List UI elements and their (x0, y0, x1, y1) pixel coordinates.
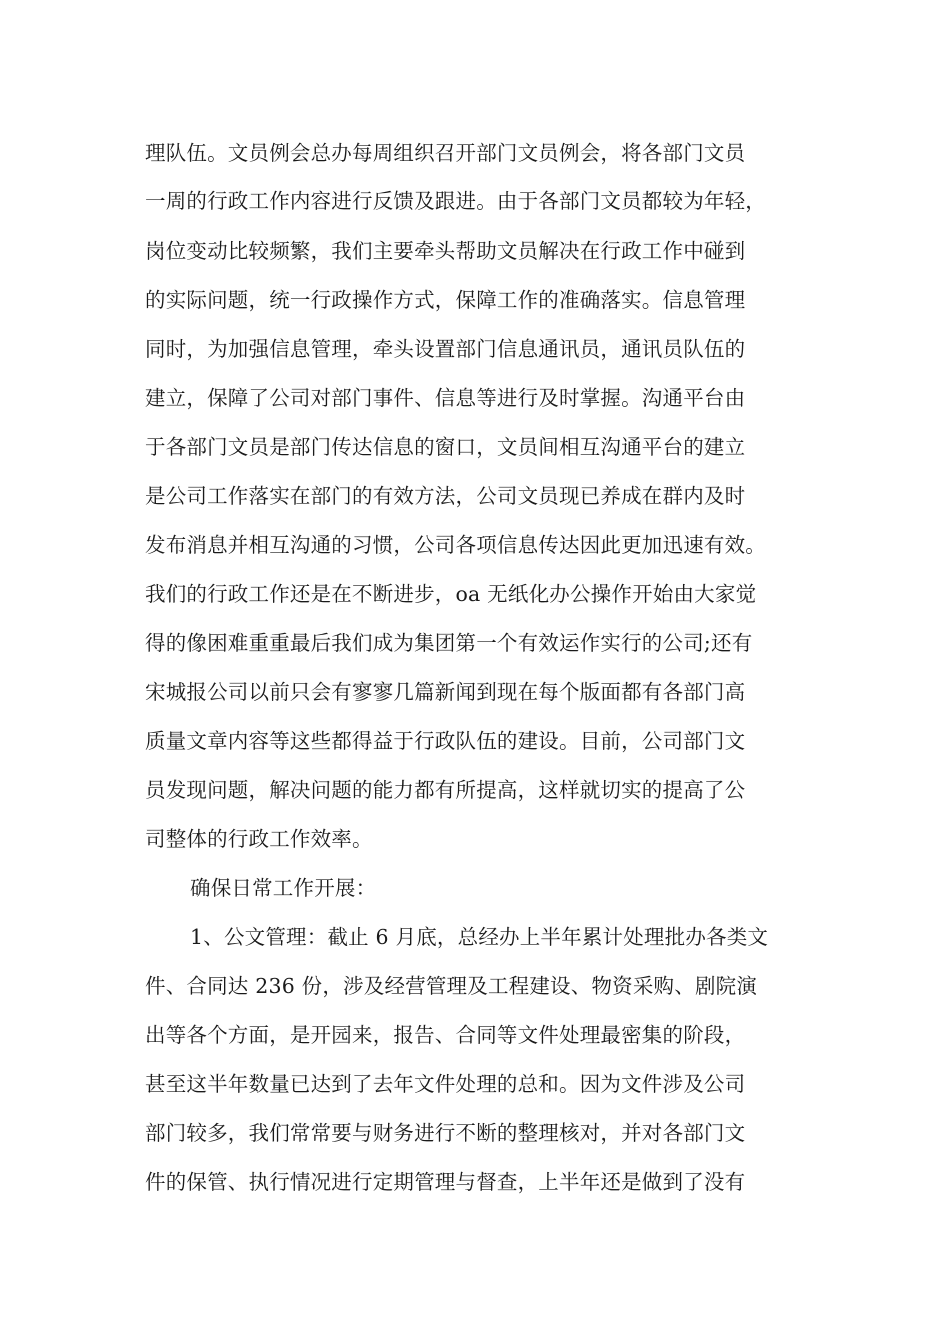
body-text-line: 的实际问题，统一行政操作方式，保障工作的准确落实。信息管理 (145, 288, 746, 312)
body-text-line: 甚至这半年数量已达到了去年文件处理的总和。因为文件涉及公司 (145, 1072, 746, 1096)
body-text-line: 1、公文管理：截止 6 月底，总经办上半年累计处理批办各类文 (190, 925, 769, 949)
body-text-line: 出等各个方面，是开园来，报告、合同等文件处理最密集的阶段， (145, 1023, 746, 1047)
body-text-line: 部门较多，我们常常要与财务进行不断的整理核对，并对各部门文 (145, 1121, 746, 1145)
body-text-line: 是公司工作落实在部门的有效方法，公司文员现已养成在群内及时 (145, 484, 746, 508)
body-text-line: 建立，保障了公司对部门事件、信息等进行及时掌握。沟通平台由 (145, 386, 746, 410)
body-text-line: 我们的行政工作还是在不断进步，oa 无纸化办公操作开始由大家觉 (145, 582, 757, 606)
body-text-line: 同时，为加强信息管理，牵头设置部门信息通讯员，通讯员队伍的 (145, 337, 746, 361)
body-text-line: 件的保管、执行情况进行定期管理与督查，上半年还是做到了没有 (145, 1170, 746, 1194)
body-text-line: 理队伍。文员例会总办每周组织召开部门文员例会，将各部门文员 (145, 141, 746, 165)
body-text-line: 质量文章内容等这些都得益于行政队伍的建设。目前，公司部门文 (145, 729, 746, 753)
body-text-line: 件、合同达 236 份，涉及经营管理及工程建设、物资采购、剧院演 (145, 974, 758, 998)
body-text-line: 员发现问题，解决问题的能力都有所提高，这样就切实的提高了公 (145, 778, 746, 802)
body-text-line: 一周的行政工作内容进行反馈及跟进。由于各部门文员都较为年轻， (145, 189, 766, 213)
body-text-line: 宋城报公司以前只会有寥寥几篇新闻到现在每个版面都有各部门高 (145, 680, 746, 704)
body-text-line: 岗位变动比较频繁，我们主要牵头帮助文员解决在行政工作中碰到 (145, 239, 746, 263)
body-text-line: 司整体的行政工作效率。 (145, 827, 373, 851)
body-text-line: 于各部门文员是部门传达信息的窗口，文员间相互沟通平台的建立 (145, 435, 746, 459)
body-text-line: 得的像困难重重最后我们成为集团第一个有效运作实行的公司;还有 (145, 631, 753, 655)
section-heading: 确保日常工作开展： (190, 876, 377, 900)
body-text-line: 发布消息并相互沟通的习惯，公司各项信息传达因此更加迅速有效。 (145, 533, 766, 557)
